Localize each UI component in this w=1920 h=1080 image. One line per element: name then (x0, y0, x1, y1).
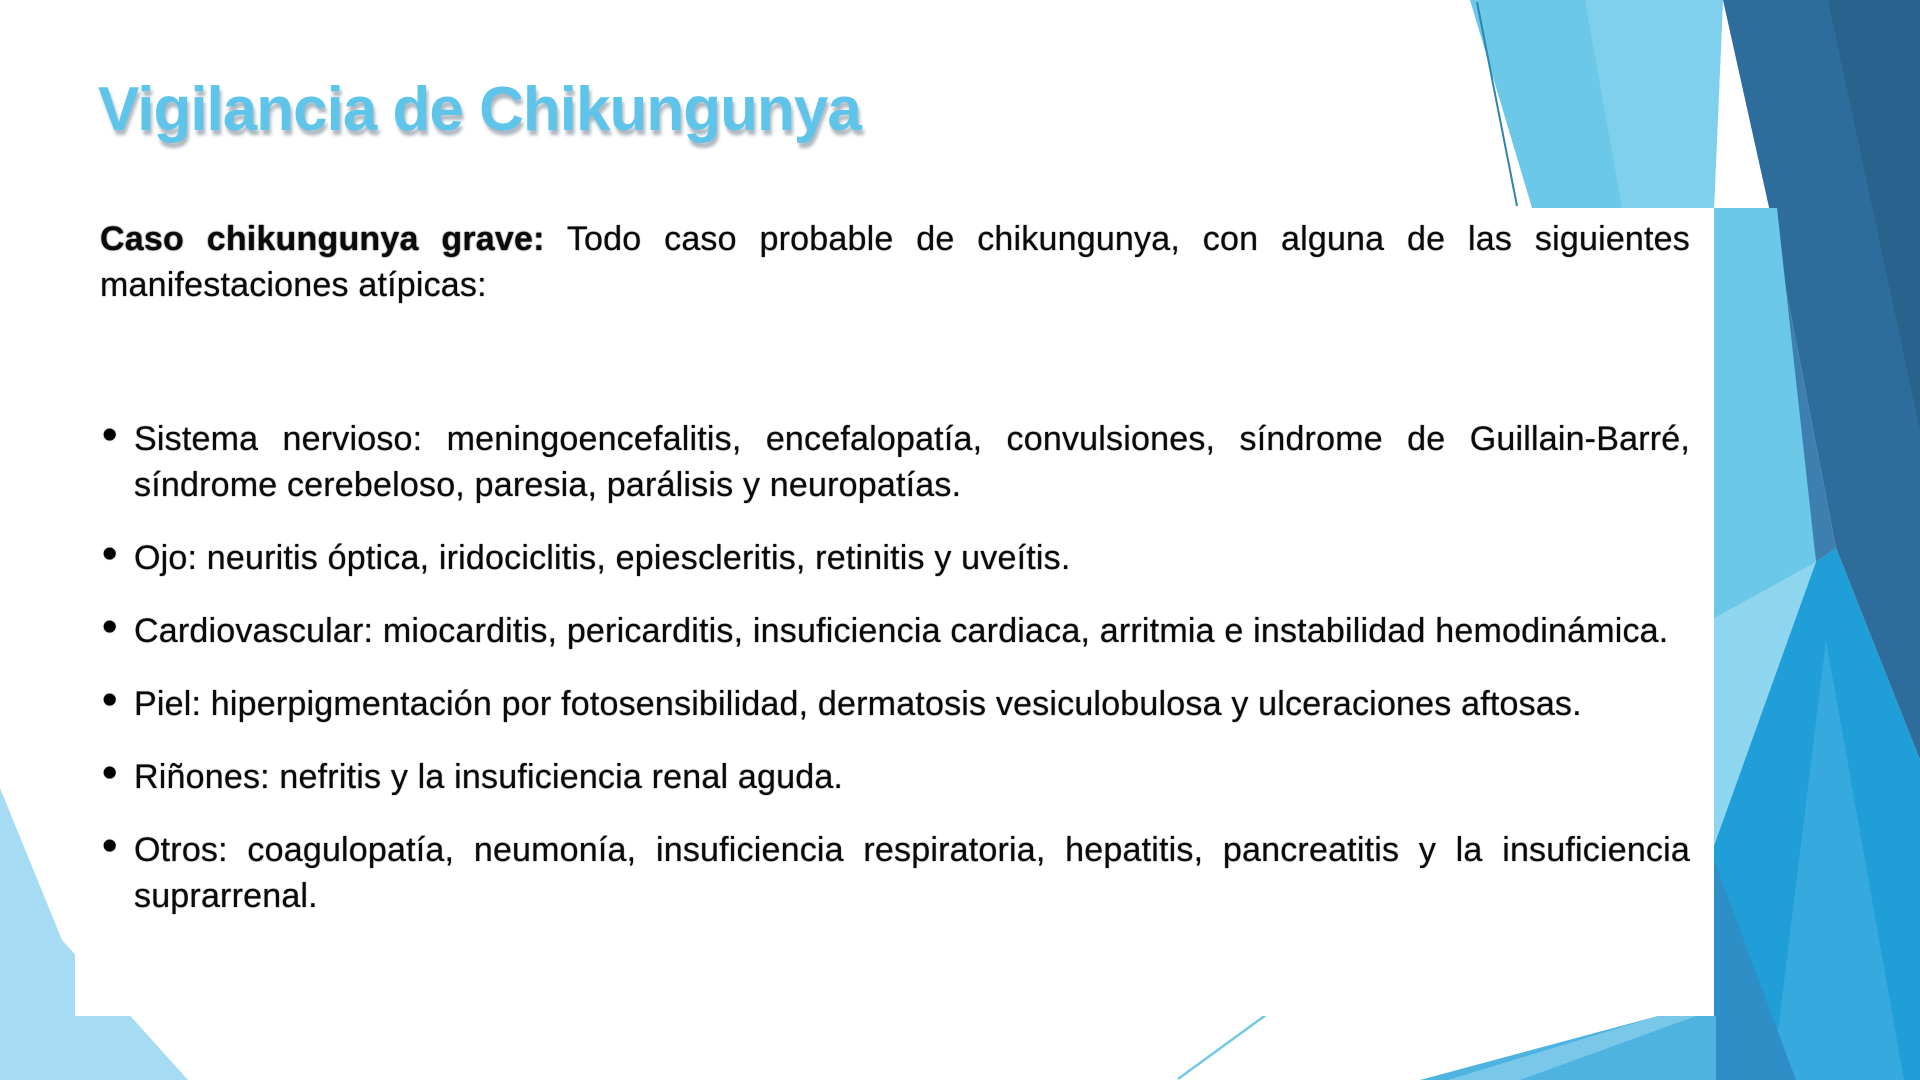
scanned-text-block (75, 208, 1702, 1016)
intro-lead-in: Caso chikungunya grave: (100, 220, 545, 258)
intro-rest: Todo caso probable de chikungunya, con alguna de las siguientes manifestaciones atípicas: (100, 220, 1690, 304)
bullet-item-sistema-nervioso: • Sistema nervioso: meningoencefalitis, encefalopatía, convulsiones, síndrome de Guillain-Barré, síndrome cerebeloso, paresia, parálisis y neuropatías. (100, 416, 1690, 508)
bullet-item-rinones: • Riñones: nefritis y la insuficiencia renal aguda. (100, 754, 1690, 800)
bullet-item-piel: • Piel: hiperpigmentación por fotosensibilidad, dermatosis vesiculobulosa y ulceraciones aftosas. (100, 681, 1690, 727)
bullet-list (100, 416, 1690, 919)
bullet-item-cardiovascular: • Cardiovascular: miocarditis, pericarditis, insuficiencia cardiaca, arritmia e instabilidad hemodinámica. (100, 608, 1690, 654)
slide-title: Vigilancia de Chikungunya (98, 75, 861, 144)
diagonal-hairline-bottom-icon (1178, 1012, 1270, 1079)
bullet-item-otros: • Otros: coagulopatía, neumonía, insuficiencia respiratoria, hepatitis, pancreatitis y la insuficiencia suprarrenal. (100, 827, 1690, 919)
intro-paragraph (100, 216, 1690, 308)
bullet-item-ojo: • Ojo: neuritis óptica, iridociclitis, epiescleritis, retinitis y uveítis. (100, 535, 1690, 581)
